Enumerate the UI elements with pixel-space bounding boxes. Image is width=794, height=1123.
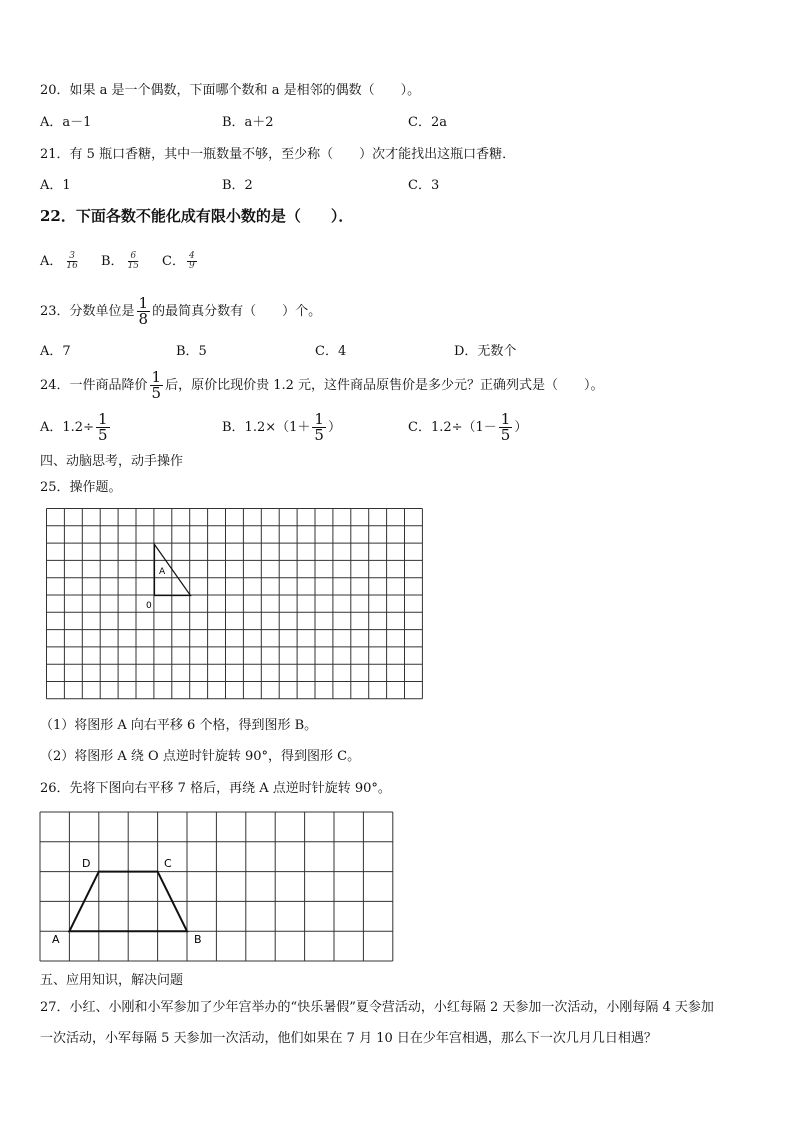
q24-option-b-fraction: $\frac{1}{5}$ bbox=[314, 410, 324, 444]
q21-option-c[interactable]: C．3 bbox=[408, 178, 440, 193]
section-4-heading: 四、动脑思考，动手操作 bbox=[40, 454, 184, 469]
q24-option-b[interactable]: B．1.2×（1＋ $\frac{1}{5}$ ） bbox=[222, 410, 341, 444]
q25-grid-lines bbox=[47, 509, 423, 699]
q25-instruction-1: （1）将图形 A 向右平移 6 个格，得到图形 B。 bbox=[40, 718, 318, 733]
q22-stem: 22．下面各数不能化成有限小数的是（ ）． bbox=[40, 207, 354, 225]
q27-line-1: 27．小红、小刚和小军参加了少年宫举办的“快乐暑假”夏令营活动，小红每隔 2 天参加一次活动，小刚每隔 4 天参加 bbox=[40, 1000, 714, 1015]
q23-option-b[interactable]: B．5 bbox=[176, 344, 207, 359]
q27-line-2: 一次活动，小军每隔 5 天参加一次活动，他们如果在 7 月 10 日在少年宫相遇，那么下一次几月几日相遇？ bbox=[40, 1031, 657, 1046]
q22-option-c[interactable] bbox=[162, 252, 199, 271]
q20-option-b[interactable]: B．a＋2 bbox=[222, 115, 274, 130]
q23-stem: 23．分数单位是 $\frac{1}{8}$ 的最简真分数有（ ）个。 bbox=[40, 294, 322, 328]
point-o-label: 0 bbox=[146, 601, 152, 611]
q23-fraction: $\frac{1}{8}$ bbox=[138, 294, 149, 328]
q24-option-a[interactable]: A．1.2÷ $\frac{1}{5}$ bbox=[40, 410, 108, 444]
q22-option-b-fraction: $\frac{6}{15}$ bbox=[127, 251, 140, 271]
q22-option-c-prefix: C． bbox=[162, 254, 185, 269]
q22-option-c-fraction: $\frac{4}{9}$ bbox=[188, 251, 195, 271]
q24-stem: 24．一件商品降价 $\frac{1}{5}$ 后，原价比现价贵 1.2 元，这件商品原售价是多少元？正确列式是（ ）。 bbox=[40, 368, 604, 402]
shape-a-label: A bbox=[159, 567, 166, 577]
q24-option-c[interactable]: C．1.2÷（1－ $\frac{1}{5}$ ） bbox=[408, 410, 528, 444]
q20-stem: 20．如果 a 是一个偶数，下面哪个数和 a 是相邻的偶数（ ）。 bbox=[40, 83, 421, 98]
q26-grid bbox=[39, 811, 395, 963]
q24-option-c-fraction: $\frac{1}{5}$ bbox=[500, 410, 511, 444]
vertex-c-label: C bbox=[164, 857, 172, 870]
section-5-heading: 五、应用知识，解决问题 bbox=[40, 973, 184, 988]
q25-instruction-2: （2）将图形 A 绕 O 点逆时针旋转 90°，得到图形 C。 bbox=[40, 749, 361, 764]
q23-option-c[interactable]: C．4 bbox=[315, 344, 347, 359]
q25-title: 25．操作题。 bbox=[40, 480, 122, 495]
q21-option-a[interactable]: A．1 bbox=[40, 178, 71, 193]
vertex-a-label: A bbox=[52, 933, 60, 946]
vertex-b-label: B bbox=[194, 933, 202, 946]
q21-stem: 21．有 5 瓶口香糖，其中一瓶数量不够，至少称（ ）次才能找出这瓶口香糖． bbox=[40, 147, 516, 162]
q23-option-a[interactable]: A．7 bbox=[40, 344, 71, 359]
q21-option-b[interactable]: B．2 bbox=[222, 178, 253, 193]
q25-grid bbox=[46, 508, 424, 701]
q23-option-d[interactable]: D．无数个 bbox=[454, 344, 517, 359]
q22-option-a[interactable] bbox=[40, 252, 82, 271]
q24-fraction: $\frac{1}{5}$ bbox=[151, 368, 162, 402]
q22-option-a-fraction: $\frac{3}{16}$ bbox=[66, 251, 78, 271]
q26-title: 26．先将下图向右平移 7 格后，再绕 A 点逆时针旋转 90°。 bbox=[40, 781, 391, 796]
q22-option-a-prefix: A． bbox=[40, 254, 63, 269]
q24-option-a-fraction: $\frac{1}{5}$ bbox=[97, 410, 108, 444]
q20-option-c[interactable]: C．2a bbox=[408, 115, 447, 130]
q26-grid-lines bbox=[40, 812, 393, 961]
q20-option-a[interactable]: A．a－1 bbox=[40, 115, 92, 130]
q22-option-b[interactable] bbox=[101, 252, 143, 271]
vertex-d-label: D bbox=[82, 857, 91, 870]
q22-option-b-prefix: B． bbox=[101, 254, 124, 269]
